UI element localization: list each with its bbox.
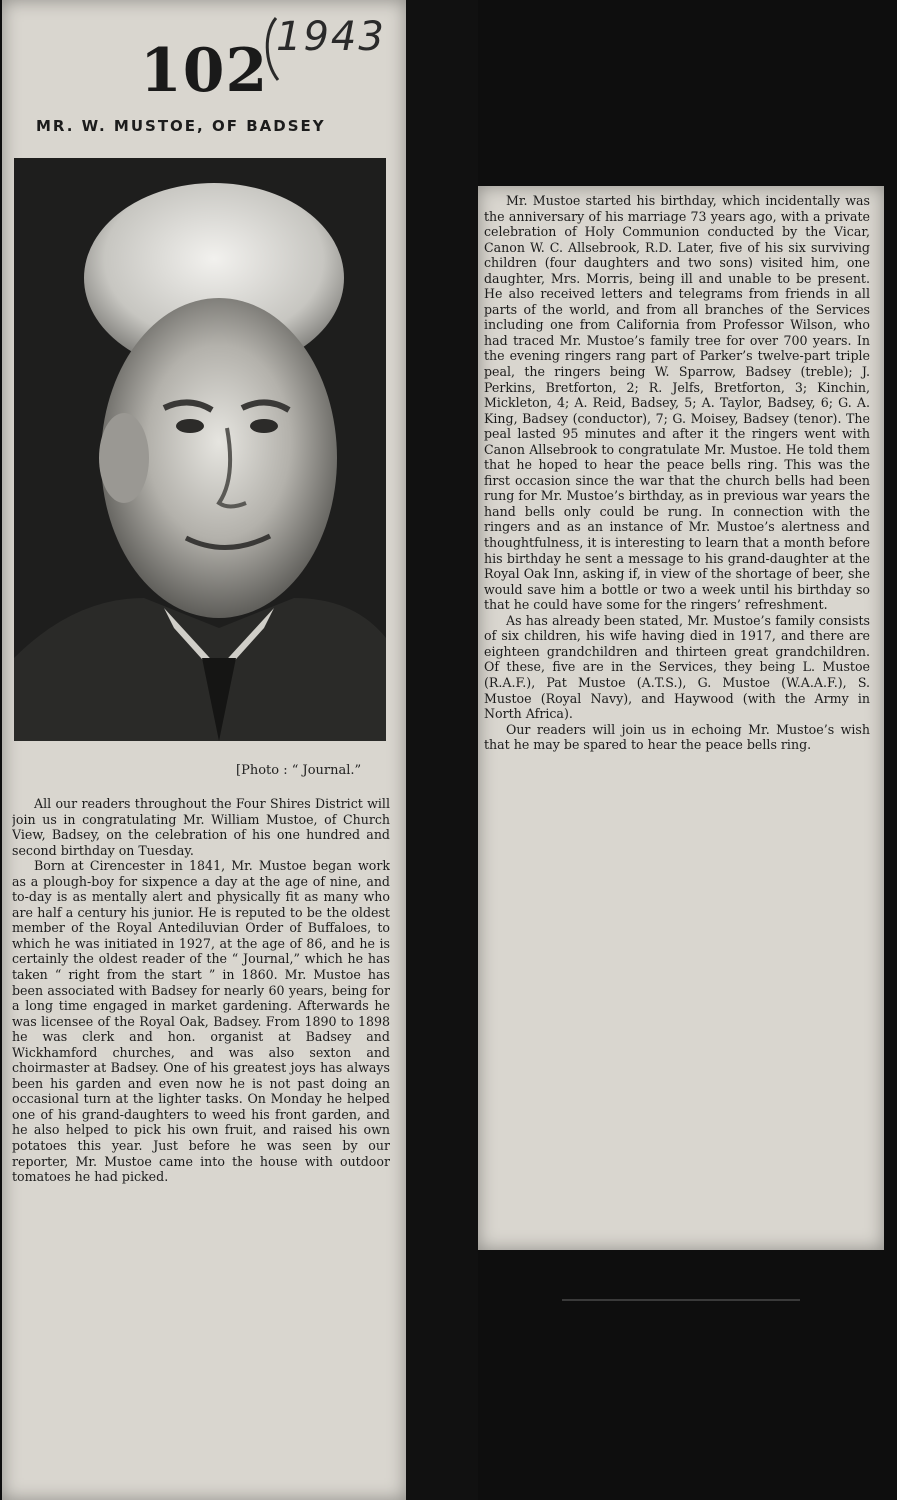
left-column-text — [12, 796, 390, 1496]
right-column-text — [484, 193, 870, 1193]
right-paragraph-2: As has already been stated, Mr. Mustoe’s family consists of six children, his wife having died in 1917, and there are eighteen grandchildren and thirteen great grandchildren. Of these, five are in the Services, they being L. Mustoe (R.A.F.), Pat Mustoe (A.T.S.), G. Mustoe (W.A.A.F.), S. Mustoe (Royal Navy), and Haywood (with the Army in North Africa). — [484, 612, 870, 722]
portrait-photo — [14, 158, 386, 741]
dark-background — [406, 0, 478, 1500]
end-rule-divider — [562, 1299, 800, 1301]
left-paragraph-1: All our readers throughout the Four Shires District will join us in congratulating Mr. William Mustoe, of Church View, Badsey, on the celebration of his one hundred and second birthday on Tuesday. — [12, 796, 390, 858]
portrait-illustration — [14, 158, 386, 741]
photo-caption: [Photo : “ Journal.” — [236, 763, 362, 778]
right-paragraph-3: Our readers will join us in echoing Mr. Mustoe’s wish that he may be spared to hear the peace bells ring. — [484, 721, 870, 753]
handwritten-year: 1943 — [276, 14, 386, 60]
right-paragraph-1: Mr. Mustoe started his birthday, which incidentally was the anniversary of his marriage 73 years ago, with a private celebration of Holy Communion conducted by the Vicar, Canon W. C. Allsebrook, R.D. Later, five of his six surviving children (four daughters and two sons) visited him, one daughter, Mrs. Morris, being ill and unable to be present. He also received letters and telegrams from friends in all parts of the world, and from all branches of the Services including one from California from Professor Wilson, who had traced Mr. Mustoe’s family tree for over 700 years. In the evening ringers rang part of Parker’s twelve-part triple peal, the ringers being W. Sparrow, Badsey (treble); J. Perkins, Bretforton, 2; R. Jelfs, Bretforton, 3; Kinchin, Mickleton, 4; A. Reid, Badsey, 5; A. Taylor, Badsey, 6; G. A. King, Badsey (conductor), 7; G. Moisey, Badsey (tenor). The peal lasted 95 minutes and after it the ringers went with Canon Allsebrook to congratulate Mr. Mustoe. He told them that he hoped to hear the peace bells ring. This was the first occasion since the war that the church bells had been rung for Mr. Mustoe’s birthday, as in previous war years the hand bells only could be rung. In connection with the ringers and as an instance of Mr. Mustoe’s alertness and thoughtfulness, it is interesting to learn that a month before his birthday he sent a message to his grand-daughter at the Royal Oak Inn, asking if, in view of the shortage of beer, she would save him a bottle or two a week until his birthday so that he could have some for the ringers’ refreshment. — [484, 193, 870, 613]
article-headline: MR. W. MUSTOE, OF BADSEY — [36, 117, 326, 135]
clipping-number: 102 — [140, 36, 269, 106]
left-paragraph-2: Born at Cirencester in 1841, Mr. Mustoe began work as a plough-boy for sixpence a day at the age of nine, and to-day is as mentally alert and physically fit as many who are half a century his junior. He is reputed to be the oldest member of the Royal Antediluvian Order of Buffaloes, to which he was initiated in 1927, at the age of 86, and he is certainly the oldest reader of the “ Journal,” which he has taken “ right from the start ” in 1860. Mr. Mustoe has been associated with Badsey for nearly 60 years, being for a long time engaged in market gardening. Afterwards he was licensee of the Royal Oak, Badsey. From 1890 to 1898 he was clerk and hon. organist at Badsey and Wickhamford churches, and was also sexton and choirmaster at Badsey. One of his greatest joys has always been his garden and even now he is not past doing an occasional turn at the lighter tasks. On Monday he helped one of his grand-daughters to weed his front garden, and he also helped to pick his own fruit, and raised his own potatoes this year. Just before he was seen by our reporter, Mr. Mustoe came into the house with outdoor tomatoes he had picked. — [12, 858, 390, 1185]
